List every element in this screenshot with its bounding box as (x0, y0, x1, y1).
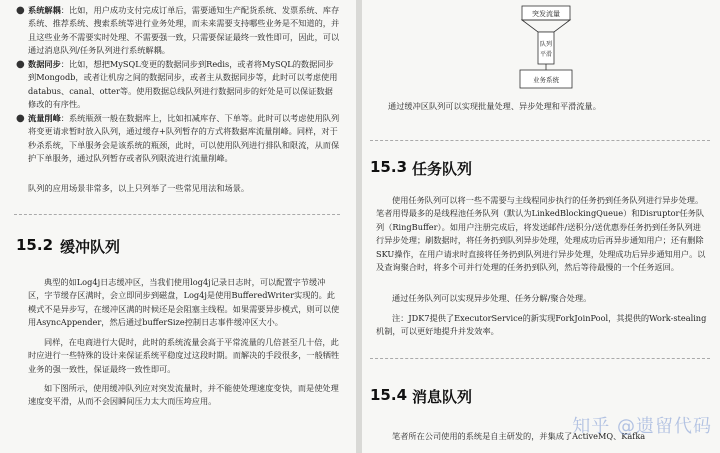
section-number: 15.3 (370, 158, 408, 176)
paragraph-task-summary: 通过任务队列可以实现异步处理、任务分解/聚合处理。 (392, 293, 592, 303)
paragraph-log4j: 典型的如Log4j日志缓冲区，当我们使用log4j记录日志时，可以配置字节缓冲区，字节缓存区满时，会立即同步到磁盘，Log4j是使用BufferedWriter实现的。此模式不是异步写，在缓冲区满的时候还是会阻塞主线程。如果需要异步模式，则可以使用AsyncAppender，然后通过bufferSize控制日志事件缓冲区大小。 (28, 277, 340, 328)
section-number: 15.2 (16, 236, 54, 254)
paragraph-smoothing: 如下图所示，使用缓冲队列应对突发流量时，并不能使处理速度变快，而是使处理速度变平滑，从而不会因瞬间压力太大而压垮应用。 (28, 383, 339, 407)
bullet-data-sync (16, 58, 340, 112)
business-system-label: 业务系统 (533, 76, 559, 84)
paragraph-message-queue: 笔者所在公司使用的系统是自主研发的，并集成了ActiveMQ、Kafka (392, 431, 646, 441)
bullet-traffic-shaving (16, 112, 340, 166)
bullet-dot-icon: ● (16, 5, 25, 16)
bullet-term: 系统解耦 (28, 5, 61, 15)
queue-label: 队列 (539, 41, 553, 48)
bullet-term: 数据同步 (28, 59, 61, 69)
bullet-dot-icon: ● (16, 113, 25, 124)
section-number: 15.4 (370, 386, 408, 404)
smooth-label: 平滑 (539, 51, 553, 58)
section-title: 消息队列 (412, 388, 473, 406)
funnel-shape (522, 20, 570, 32)
bullet-dot-icon: ● (16, 59, 25, 70)
queue-box (538, 32, 554, 64)
watermark-text: 知乎 @遗留代码 (572, 416, 712, 437)
diagram-caption: 通过缓冲区队列可以实现批量处理、异步处理和平滑流量。 (388, 101, 601, 111)
bullet-text: ：比如，用户成功支付完成订单后，需要通知生产配货系统、发票系统、库存系统、推荐系统、搜索系统等进行业务处理，而未来需要支持哪些业务是不知道的，并且这些业务不需要实时处理、不需要强一致，只需要保证最终一致性即可，因此，可以通过消息队列/任务队列进行系统解耦。 (28, 5, 340, 56)
bullet-term: 流量削峰 (28, 113, 61, 123)
section-divider (370, 358, 710, 359)
right-page (362, 0, 720, 453)
burst-traffic-label: 突发流量 (532, 10, 560, 18)
section-divider (14, 214, 340, 215)
bullet-text: ：系统瓶颈一般在数据库上，比如扣减库存、下单等。此时可以考虑使用队列将变更请求暂时放入队列，通过缓存+队列暂存的方式将数据库流量削峰。同样，对于秒杀系统，下单服务会是该系统的瓶颈，此时，可以使用队列进行排队和限流，从而保护下单服务，通过队列暂存或者队列限流进行流量削峰。 (28, 113, 340, 164)
section-title: 任务队列 (412, 160, 473, 178)
paragraph-task-queue: 使用任务队列可以将一些不需要与主线程同步执行的任务扔到任务队列进行异步处理。笔者用得最多的是线程池任务队列（默认为LinkedBlockingQueue）和Disruptor任务队列（RingBuffer）。如用户注册完成后，将发送邮件/送积分/送优惠券任务扔到任务队列进行异步处理；刷数据时，将任务扔到队列异步处理，处理成功后再异步通知用户；还有删除SKU操作，在用户请求时直接将任务扔到队列进行异步处理，处理成功后异步通知用户。以及查询聚合时，将多个可并行处理的任务扔到队列，然后等待最慢的一个任务返回。 (376, 195, 706, 273)
paragraph-promotion: 同样，在电商进行大促时，此时的系统流量会高于平常流量的几倍甚至几十倍，此时应进行一些特殊的设计来保证系统平稳度过这段时期。而解决的手段很多，一般牺牲业务的强一致性，保证最终一致性即可。 (28, 337, 340, 374)
left-page (0, 0, 356, 453)
summary-text: 队列的应用场景非常多，以上只列举了一些常见用法和场景。 (28, 183, 250, 193)
bullet-text: ：比如，想把MySQL变更的数据同步到Redis，或者将MySQL的数据同步到Mongodb，或者让机房之间的数据同步，或者主从数据同步等，此时可以考虑使用databus、canal、otter等。使用数据总线队列进行数据同步的好处是可以保证数据修改的有序性。 (28, 59, 338, 110)
paragraph-jdk7-note: 注：JDK7提供了ExecutorService的新实现ForkJoinPool，其提供的Work-stealing机制，可以更好地提升并发效率。 (376, 313, 707, 337)
buffer-queue-diagram (482, 4, 622, 92)
section-title: 缓冲队列 (60, 238, 121, 256)
section-divider (370, 140, 710, 141)
bullet-system-decoupling (16, 4, 340, 58)
